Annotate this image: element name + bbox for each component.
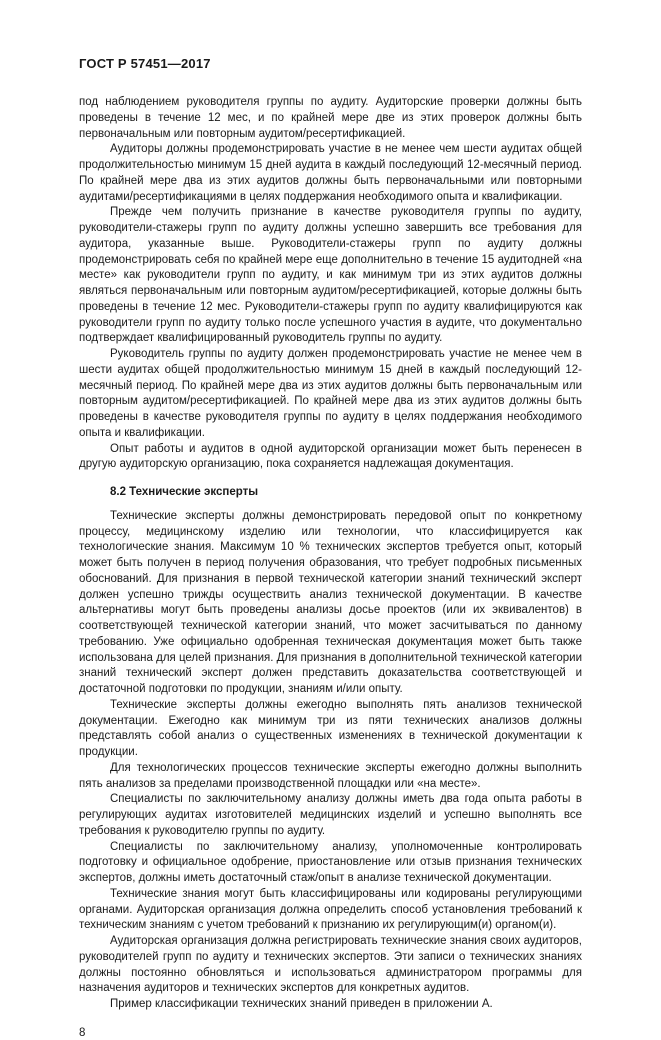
paragraph: Пример классификации технических знаний приведен в приложении А. — [110, 998, 493, 1010]
section-heading: 8.2 Технические эксперты — [110, 486, 259, 498]
paragraph: Технические эксперты должны демонстрировать передовой опыт по конкретному процессу, медицинскому изделию или технологии, что классифицируется как технологические знания. Максимум 10 % технических экспертов требуется опыт, который может быть получен в период получения образования, что требует подробных письменных обоснований. Для признания в первой технической категории знаний технический эксперт должен успешно трижды осуществить анализ технической документации. В качестве альтернативы могут быть проведены анализы досье проектов (или их эквивалентов) в соответствующей технической категории знаний, что может засчитываться по данному требованию. Уже официально одобренная техническая документация может быть также использована для целей признания. Для признания в дополнительной технической категории знаний технический эксперт должен представить доказательства соответствующей и достаточной подготовки по продукции, знаниям и/или опыту. — [79, 509, 582, 695]
paragraph: Специалисты по заключительному анализу должны иметь два года опыта работы в регулирующих аудитах изготовителей медицинских изделий и успешно выполнять все требования к руководителю группы по аудиту. — [79, 793, 582, 837]
document-body — [79, 95, 582, 1013]
paragraph-continued: под наблюдением руководителя группы по аудиту. Аудиторские проверки должны быть проведены в течение 12 мес, и по крайней мере две из этих проверок должны быть первоначальным или повторным аудитом/ресертификацией. — [79, 96, 582, 140]
paragraph: Аудиторы должны продемонстрировать участие в не менее чем шести аудитах общей продолжительностью минимум 15 дней аудита в каждый последующий 12-месячный период. По крайней мере два из этих аудитов должны быть первоначальными или повторными аудитами/ресертификациями в целях поддержания необходимого опыта и квалификации. — [79, 143, 582, 203]
paragraph: Аудиторская организация должна регистрировать технические знания своих аудиторов, руководителей групп по аудиту и технических экспертов. Эти записи о технических знаниях должны постоянно обновляться и использоваться администратором программы для назначения аудиторов и технических экспертов для конкретных аудитов. — [79, 935, 582, 995]
running-header: ГОСТ Р 57451—2017 — [79, 56, 211, 71]
paragraph: Для технологических процессов технические эксперты ежегодно должны выполнить пять анализов за пределами производственной площадки или «на месте». — [79, 761, 582, 790]
paragraph: Технические эксперты должны ежегодно выполнять пять анализов технической документации. Ежегодно как минимум три из пяти технических анализов должны представлять собой анализ о существенных изменениях в технической документации к продукции. — [79, 698, 582, 758]
paragraph: Опыт работы и аудитов в одной аудиторской организации может быть перенесен в другую аудиторскую организацию, пока сохраняется надлежащая документация. — [79, 442, 582, 471]
paragraph: Прежде чем получить признание в качестве руководителя группы по аудиту, руководители-стажеры групп по аудиту должны успешно завершить все требования для аудитора, указанные выше. Руководители-стажеры групп по аудиту должны продемонстрировать себя по крайней мере еще дополнительно в течение 15 аудитодней «на месте» как руководители групп по аудиту, и как минимум три из этих аудитов должны являться первоначальным или повторным аудитом/ресертификацией, которые должны быть проведены в течение 12 мес. Руководители-стажеры групп по аудиту квалифицируются как руководители групп по аудиту только после успешного участия в аудите, что документально подтверждает квалифицированный руководитель группы по аудиту. — [79, 206, 582, 345]
page-number: 8 — [79, 1026, 86, 1039]
paragraph: Специалисты по заключительному анализу, уполномоченные контролировать подготовку и официальное одобрение, приостановление или отзыв признания технических экспертов, должны иметь достаточный стаж/опыт в анализе технической документации. — [79, 840, 582, 884]
paragraph: Технические знания могут быть классифицированы или кодированы регулирующими органами. Аудиторская организация должна определить способ установления требований к техническим знаниям с учетом требований к признанию их регулирующим(и) органом(и). — [79, 887, 582, 932]
paragraph: Руководитель группы по аудиту должен продемонстрировать участие не менее чем в шести аудитах общей продолжительностью минимум 15 дней в каждый последующий 12-месячный период. По крайней мере два из этих аудитов должны быть первоначальным или повторным аудитом/ресертификацией. По крайней мере два из этих аудитов должны быть проведены в качестве руководителя группы по аудиту в целях поддержания необходимого опыта и квалификации. — [79, 348, 582, 439]
